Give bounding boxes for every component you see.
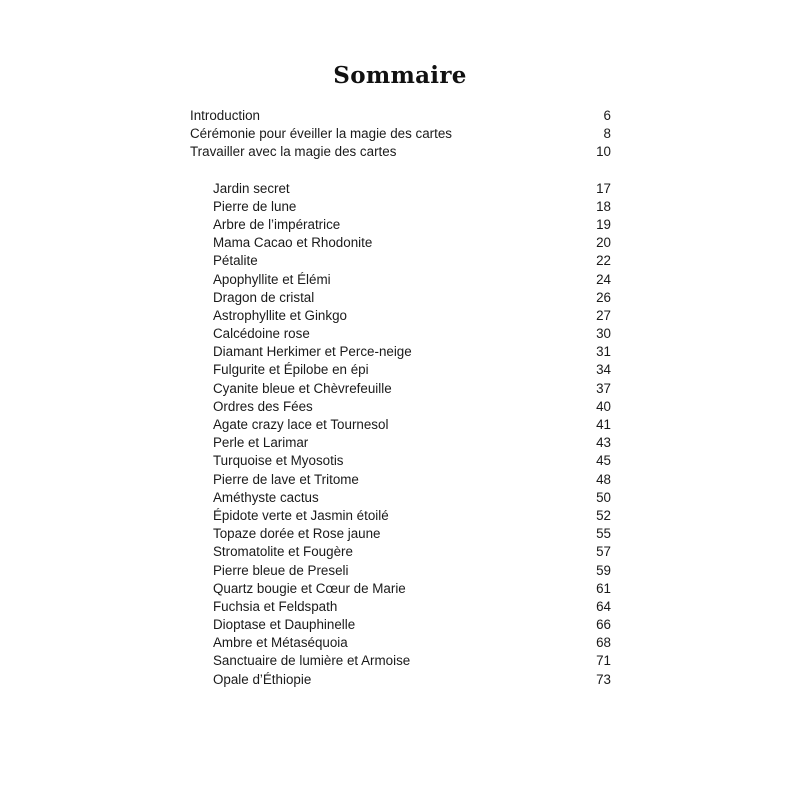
toc-entry (190, 361, 611, 379)
toc-entry-page-number: 26 (596, 289, 611, 305)
toc-entry-page-number: 43 (596, 435, 611, 451)
toc-entry (190, 652, 611, 670)
toc-entry-page-number: 17 (596, 180, 611, 196)
toc-entry-page-number: 40 (596, 398, 611, 414)
toc-entry-label: Jardin secret (213, 180, 290, 196)
toc-entry (190, 434, 611, 452)
toc-entry (190, 507, 611, 525)
table-of-contents (190, 107, 611, 689)
toc-entry (190, 525, 611, 543)
toc-entry-label: Apophyllite et Élémi (213, 271, 331, 287)
section-gap (190, 162, 611, 180)
toc-entry (190, 307, 611, 325)
toc-entry-label: Arbre de l’impératrice (213, 216, 341, 232)
toc-entry-page-number: 10 (596, 144, 611, 160)
toc-entry-label: Travailler avec la magie des cartes (190, 144, 397, 160)
toc-entry-label: Stromatolite et Fougère (213, 544, 353, 560)
toc-entry (190, 216, 611, 234)
toc-entry (190, 489, 611, 507)
toc-entry-label: Cérémonie pour éveiller la magie des cartes (190, 126, 452, 142)
toc-entry-label: Ordres des Fées (213, 398, 313, 414)
toc-entry-page-number: 68 (596, 635, 611, 651)
toc-entry (190, 198, 611, 216)
toc-entry-page-number: 31 (596, 344, 611, 360)
toc-entry-page-number: 50 (596, 489, 611, 505)
toc-entry-label: Mama Cacao et Rhodonite (213, 235, 373, 251)
toc-entry-label: Quartz bougie et Cœur de Marie (213, 580, 406, 596)
toc-entry (190, 380, 611, 398)
toc-entry (190, 452, 611, 470)
toc-entry-page-number: 59 (596, 562, 611, 578)
toc-entry (190, 416, 611, 434)
toc-entry (190, 252, 611, 270)
toc-entry-label: Calcédoine rose (213, 326, 310, 342)
toc-entry (190, 343, 611, 361)
toc-entry (190, 671, 611, 689)
toc-entry (190, 125, 611, 143)
toc-entry-page-number: 55 (596, 526, 611, 542)
toc-entry (190, 398, 611, 416)
toc-entry-page-number: 61 (596, 580, 611, 596)
toc-entry-page-number: 30 (596, 326, 611, 342)
toc-entry (190, 107, 611, 125)
toc-entry-label: Introduction (190, 108, 260, 123)
toc-entry-label: Turquoise et Myosotis (213, 453, 344, 469)
page-title: Sommaire (333, 62, 467, 89)
toc-entry-label: Pierre de lave et Tritome (213, 471, 359, 487)
toc-entry (190, 143, 611, 161)
toc-entry-page-number: 64 (596, 598, 611, 614)
toc-entry-page-number: 41 (596, 417, 611, 432)
toc-entry-label: Topaze dorée et Rose jaune (213, 526, 381, 542)
toc-entry-label: Dragon de cristal (213, 289, 315, 305)
toc-entry-label: Pierre bleue de Preseli (213, 562, 349, 578)
toc-entry-label: Agate crazy lace et Tournesol (213, 417, 389, 432)
toc-entry-label: Pétalite (213, 253, 258, 269)
toc-entry-page-number: 37 (596, 380, 611, 396)
toc-entry (190, 634, 611, 652)
toc-entry-page-number: 6 (603, 108, 611, 123)
cards-section (190, 180, 611, 689)
toc-entry (190, 180, 611, 198)
toc-entry-page-number: 73 (596, 671, 611, 687)
intro-section (190, 107, 611, 162)
toc-entry-page-number: 24 (596, 271, 611, 287)
toc-entry-page-number: 52 (596, 507, 611, 523)
toc-entry-page-number: 20 (596, 235, 611, 251)
toc-entry-label: Améthyste cactus (213, 489, 319, 505)
toc-entry (190, 598, 611, 616)
toc-entry-label: Sanctuaire de lumière et Armoise (213, 653, 411, 669)
toc-entry-page-number: 45 (596, 453, 611, 469)
toc-entry-page-number: 27 (596, 307, 611, 323)
toc-entry-label: Perle et Larimar (213, 435, 309, 451)
toc-entry-label: Épidote verte et Jasmin étoilé (213, 507, 389, 523)
toc-entry-page-number: 48 (596, 471, 611, 487)
toc-entry (190, 580, 611, 598)
toc-entry-page-number: 19 (596, 216, 611, 232)
toc-entry (190, 234, 611, 252)
toc-entry (190, 271, 611, 289)
toc-entry (190, 471, 611, 489)
toc-entry-page-number: 34 (596, 362, 611, 378)
toc-entry (190, 616, 611, 634)
toc-entry (190, 325, 611, 343)
toc-entry-page-number: 18 (596, 198, 611, 214)
toc-entry-label: Opale d’Éthiopie (213, 671, 312, 687)
toc-entry-page-number: 66 (596, 617, 611, 633)
toc-entry (190, 562, 611, 580)
toc-entry-page-number: 71 (596, 653, 611, 669)
toc-entry-label: Ambre et Métaséquoia (213, 635, 348, 651)
toc-entry-label: Fuchsia et Feldspath (213, 598, 338, 614)
toc-entry-label: Diamant Herkimer et Perce-neige (213, 344, 412, 360)
toc-entry-page-number: 8 (603, 126, 611, 142)
toc-entry-label: Cyanite bleue et Chèvrefeuille (213, 380, 392, 396)
toc-entry-label: Astrophyllite et Ginkgo (213, 307, 347, 323)
toc-entry (190, 543, 611, 561)
toc-entry-page-number: 22 (596, 253, 611, 269)
toc-entry-label: Dioptase et Dauphinelle (213, 617, 356, 633)
toc-entry-label: Pierre de lune (213, 198, 297, 214)
toc-entry (190, 289, 611, 307)
toc-entry-label: Fulgurite et Épilobe en épi (213, 362, 369, 378)
toc-entry-page-number: 57 (596, 544, 611, 560)
